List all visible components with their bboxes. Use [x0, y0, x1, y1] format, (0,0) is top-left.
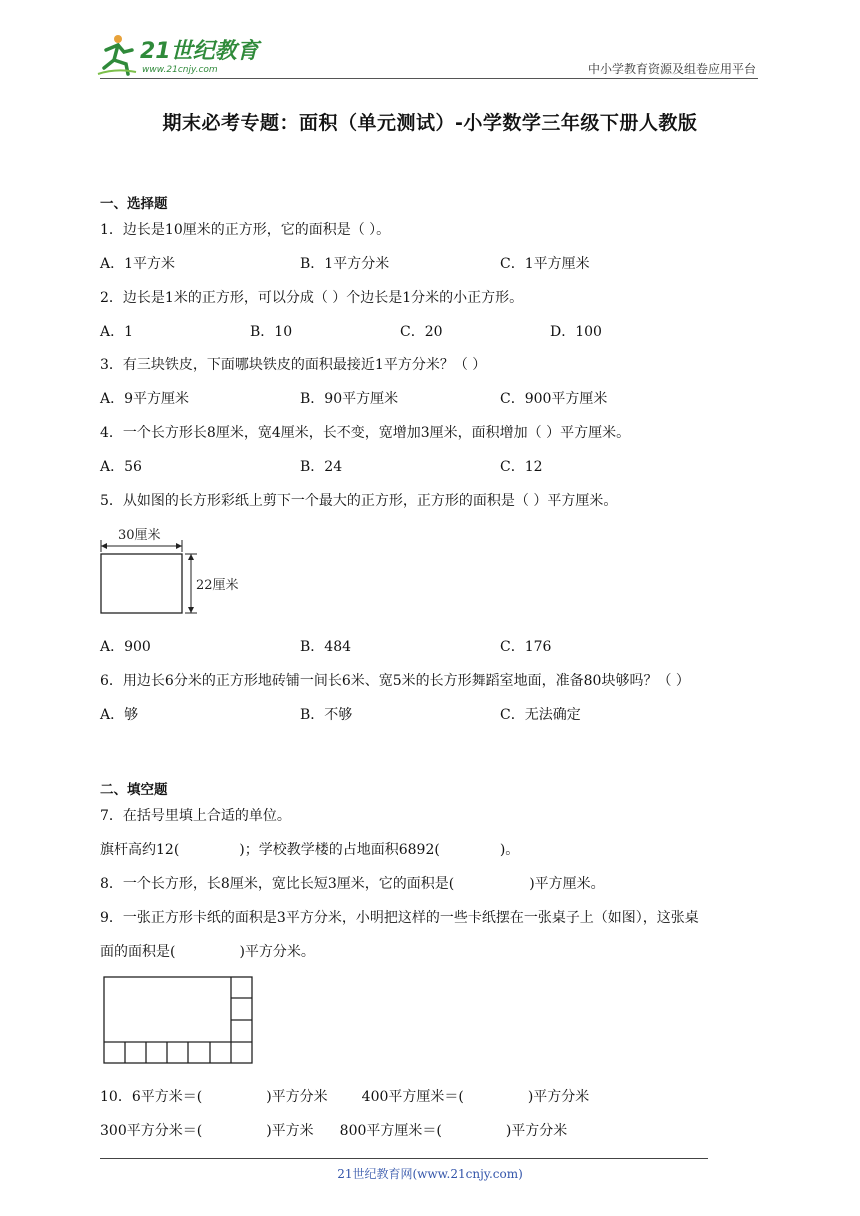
q8-part2: )平方厘米。: [529, 876, 605, 892]
header-rule: [100, 78, 758, 79]
q6-text: 6．用边长6分米的正方形地砖铺一间长6米、宽5米的长方形舞蹈室地面，准备80块够吗？（ ）: [100, 673, 690, 689]
q1-text: 1．边长是10厘米的正方形，它的面积是（ ）。: [100, 222, 391, 238]
q2-option-a: A．1: [100, 324, 134, 340]
q10-l2a: 300平方分米＝(: [100, 1123, 203, 1139]
q8-line: [100, 873, 605, 893]
q10-l2b: )平方米: [266, 1123, 314, 1139]
q7-part3: )。: [499, 842, 520, 858]
q10-line-1: [100, 1086, 589, 1106]
q3-text: 3．有三块铁皮，下面哪块铁皮的面积最接近1平方分米？（ ）: [100, 357, 487, 373]
q10-l1d: )平方分米: [527, 1089, 590, 1105]
logo: [96, 30, 266, 78]
q4-option-b: B．24: [300, 459, 343, 475]
page-title: 期末必考专题：面积（单元测试）-小学数学三年级下册人教版: [162, 112, 698, 134]
q9-table-outline: [104, 977, 252, 1063]
q10-l1b: )平方分米: [266, 1089, 328, 1105]
q9-part-b: )平方分米。: [239, 944, 315, 960]
logo-text: 21世纪教育: [140, 39, 259, 64]
q4-option-a: A．56: [100, 459, 142, 475]
q9-table-figure: [102, 975, 256, 1067]
runner-icon: [98, 35, 136, 74]
q3-option-a: A．9平方厘米: [100, 391, 190, 407]
q7-text: 7．在括号里填上合适的单位。: [100, 808, 291, 824]
q7-part1: 旗杆高约12(: [100, 842, 180, 858]
q2-text: 2．边长是1米的正方形，可以分成（ ）个边长是1分米的小正方形。: [100, 290, 524, 306]
q7-part2: )；学校教学楼的占地面积6892(: [239, 842, 440, 858]
q1-option-a: A．1平方米: [100, 256, 176, 272]
q4-text: 4．一个长方形长8厘米，宽4厘米，长不变，宽增加3厘米，面积增加（ ）平方厘米。: [100, 425, 631, 441]
q9-line-1: 9．一张正方形卡纸的面积是3平方分米，小明把这样的一些卡纸摆在一张桌子上（如图），这张桌: [100, 910, 699, 926]
q5-option-b: B．484: [300, 639, 352, 655]
q7-line: [100, 839, 519, 859]
q1-option-c: C．1平方厘米: [500, 256, 590, 272]
q5-rectangle-figure: [96, 522, 256, 622]
logo-url: www.21cnjy.com: [142, 65, 218, 75]
q5-height-label: 22厘米: [196, 578, 239, 593]
q5-text: 5．从如图的长方形彩纸上剪下一个最大的正方形，正方形的面积是（ ）平方厘米。: [100, 493, 618, 509]
q2-option-d: D．100: [550, 324, 602, 340]
q2-option-b: B．10: [250, 324, 293, 340]
footer-link[interactable]: 21世纪教育网(www.21cnjy.com): [337, 1167, 523, 1181]
q10-line-2: [100, 1120, 567, 1140]
q5-rectangle: [101, 554, 182, 613]
q10-l1a: 10．6平方米＝(: [100, 1089, 203, 1105]
q2-option-c: C．20: [400, 324, 443, 340]
q9-part-a: 面的面积是(: [100, 944, 176, 960]
q3-option-c: C．900平方厘米: [500, 391, 608, 407]
section-heading-choice: 一、选择题: [100, 196, 168, 212]
q1-option-b: B．1平方分米: [300, 256, 390, 272]
section-heading-fill: 二、填空题: [100, 782, 168, 798]
q9-line-2: [100, 941, 315, 961]
q6-option-b: B．不够: [300, 707, 353, 723]
platform-name: 中小学教育资源及组卷应用平台: [587, 62, 756, 76]
q4-option-c: C．12: [500, 459, 543, 475]
q10-l1c: 400平方厘米＝(: [361, 1089, 464, 1105]
q6-option-c: C．无法确定: [500, 707, 581, 723]
q8-part1: 8．一个长方形，长8厘米，宽比长短3厘米，它的面积是(: [100, 876, 455, 892]
q5-option-c: C．176: [500, 639, 552, 655]
q6-option-a: A．够: [100, 707, 139, 723]
q3-option-b: B．90平方厘米: [300, 391, 399, 407]
q5-width-label: 30厘米: [118, 528, 161, 543]
q10-l2d: )平方分米: [505, 1123, 568, 1139]
footer-rule: [100, 1158, 708, 1159]
q10-l2c: 800平方厘米＝(: [339, 1123, 442, 1139]
q5-option-a: A．900: [100, 639, 151, 655]
